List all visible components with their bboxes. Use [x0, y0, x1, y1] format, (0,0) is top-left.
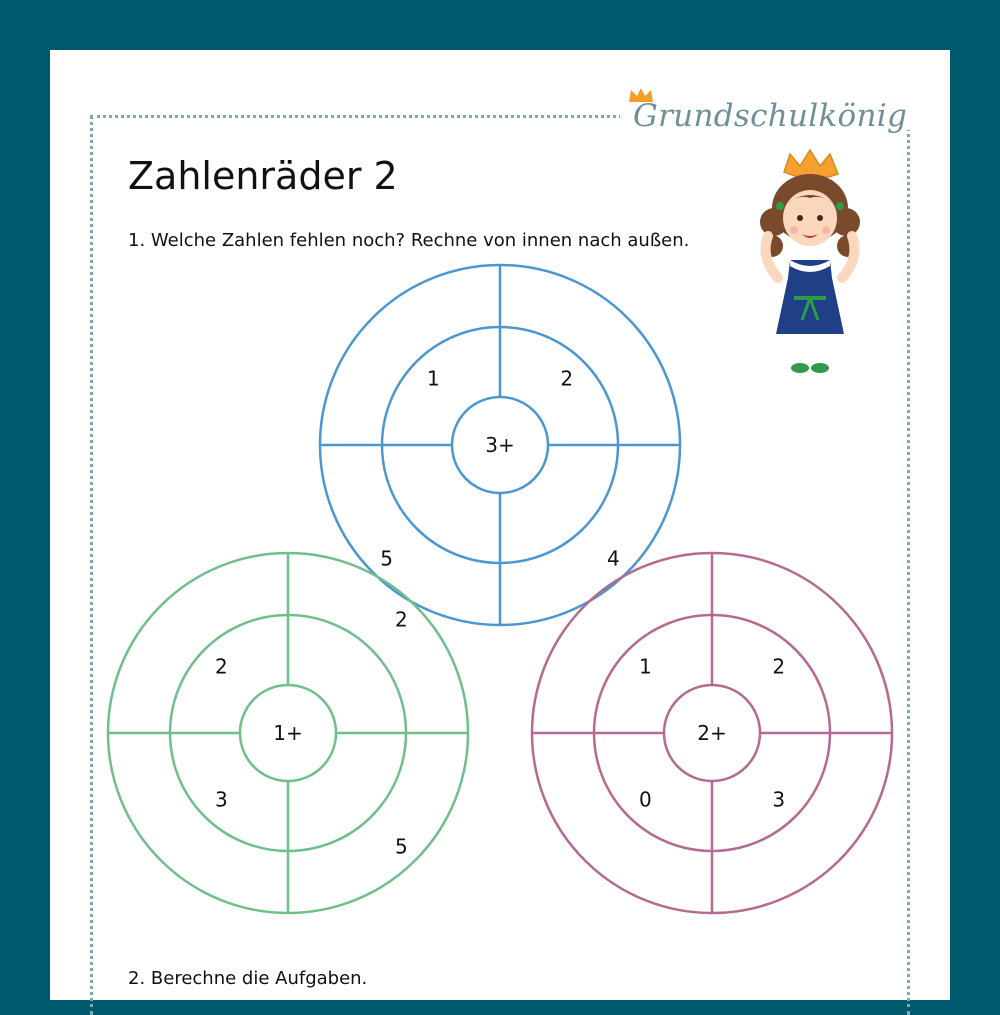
page-title: Zahlenräder 2	[128, 154, 398, 198]
number-wheels	[50, 50, 950, 1000]
ring-number: 3	[214, 787, 228, 812]
number-wheel-2	[108, 553, 468, 913]
number-wheel-3	[532, 553, 892, 913]
wheel-center-value: 1+	[273, 721, 303, 745]
outer-number: 4	[606, 546, 620, 571]
worksheet-page	[50, 50, 950, 1000]
ring-number: 3	[772, 787, 786, 812]
ring-number: 0	[638, 787, 652, 812]
wheel-center-value: 2+	[697, 721, 727, 745]
brand-logo: Grundschulkönig	[633, 98, 908, 134]
wheel-center-value: 3+	[485, 433, 515, 457]
task-2-instruction: 2. Berechne die Aufgaben.	[128, 968, 368, 989]
ring-number: 2	[214, 654, 228, 679]
outer-number: 5	[394, 834, 408, 859]
number-wheel-1	[320, 265, 680, 625]
outer-number: 5	[380, 546, 394, 571]
task-1-instruction: 1. Welche Zahlen fehlen noch? Rechne von innen nach außen.	[128, 230, 690, 251]
outer-number: 2	[394, 607, 408, 632]
ring-number: 2	[772, 654, 786, 679]
ring-number: 1	[426, 366, 440, 391]
ring-number: 2	[560, 366, 574, 391]
ring-number: 1	[638, 654, 652, 679]
